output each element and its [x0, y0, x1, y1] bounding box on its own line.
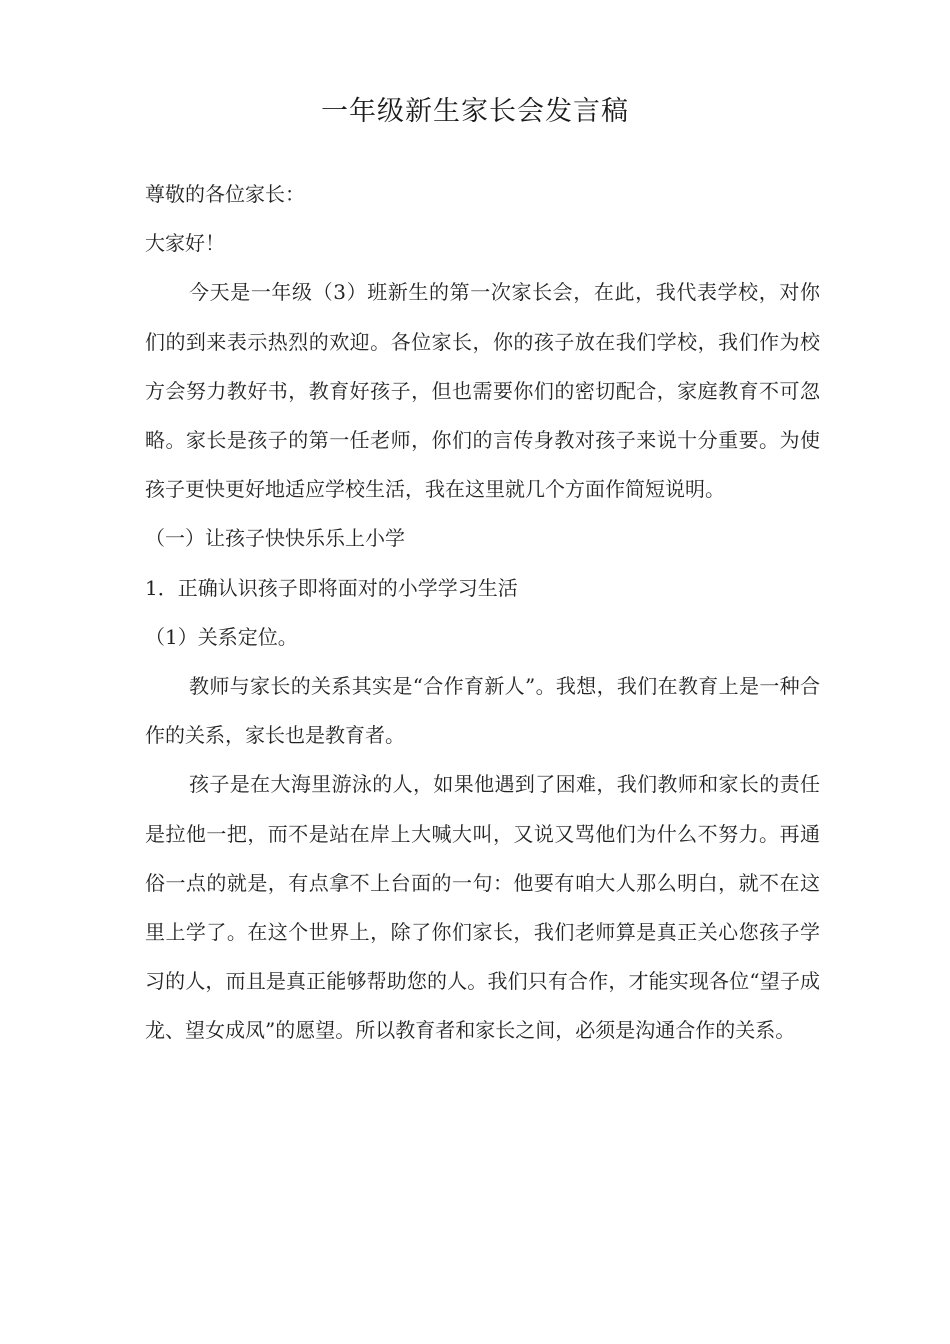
- section-heading: （一）让孩子快快乐乐上小学: [145, 526, 405, 551]
- document-body: [145, 170, 820, 1056]
- intro-paragraph: 今天是一年级（3）班新生的第一次家长会，在此，我代表学校，对你们的到来表示热烈的欢迎。各位家长，你的孩子放在我们学校，我们作为校方会努力教好书，教育好孩子，但也需要你们的密切配合，家庭教育不可忽略。家长是孩子的第一任老师，你们的言传身教对孩子来说十分重要。为使孩子更快更好地适应学校生活，我在这里就几个方面作简短说明。: [145, 280, 820, 502]
- subsection-heading: 1．正确认识孩子即将面对的小学学习生活: [145, 575, 518, 600]
- document-title: 一年级新生家长会发言稿: [321, 96, 629, 127]
- hello-line: 大家好！: [145, 231, 225, 256]
- greeting-line: 尊敬的各位家长：: [145, 182, 305, 206]
- point-heading: （1）关系定位。: [145, 624, 298, 649]
- relation-paragraph: 教师与家长的关系其实是“合作育新人”。我想，我们在教育上是一种合作的关系，家长也是教育者。: [145, 674, 820, 748]
- swimmer-paragraph: 孩子是在大海里游泳的人，如果他遇到了困难，我们教师和家长的责任是拉他一把，而不是站在岸上大喊大叫，又说又骂他们为什么不努力。再通俗一点的就是，有点拿不上台面的一句：他要有咱大人那么明白，就不在这里上学了。在这个世界上，除了你们家长，我们老师算是真正关心您孩子学习的人，而且是真正能够帮助您的人。我们只有合作，才能实现各位“望子成龙、望女成凤”的愿望。所以教育者和家长之间，必须是沟通合作的关系。: [145, 772, 820, 1043]
